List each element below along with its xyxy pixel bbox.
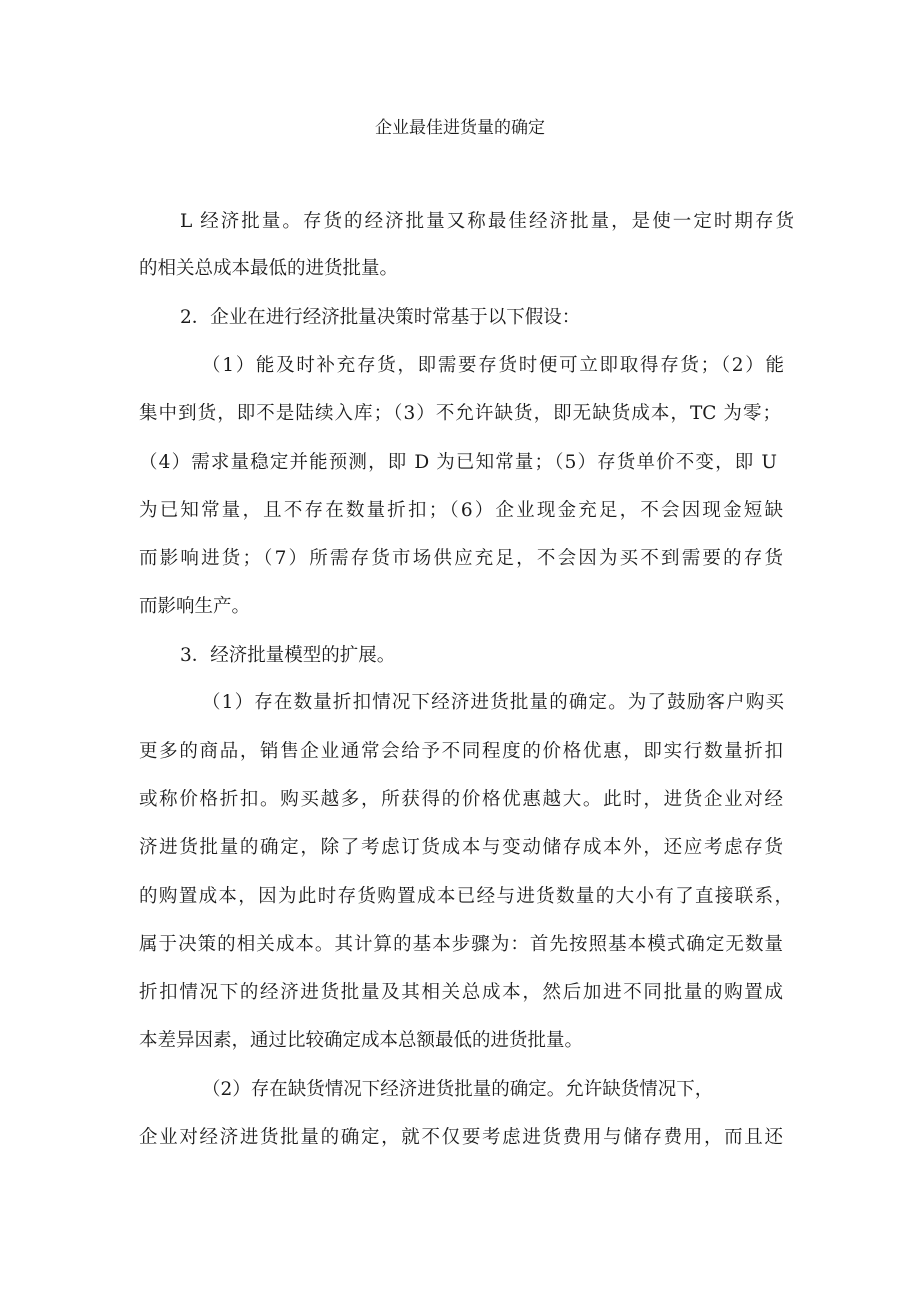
paragraph-line: 为已知常量，且不存在数量折扣；（6）企业现金充足，不会因现金短缺 (139, 500, 783, 521)
paragraph-line: 3．经济批量模型的扩展。 (180, 645, 396, 666)
paragraph-line: （1）能及时补充存货，即需要存货时便可立即取得存货；（2）能 (202, 355, 784, 376)
paragraph-line: 更多的商品，销售企业通常会给予不同程度的价格优惠，即实行数量折扣 (139, 741, 783, 762)
paragraph-line: 折扣情况下的经济进货批量及其相关总成本，然后加进不同批量的购置成 (139, 982, 783, 1003)
paragraph-line: 属于决策的相关成本。其计算的基本步骤为：首先按照基本模式确定无数量 (139, 934, 783, 955)
paragraph-line: 企业对经济进货批量的确定，就不仅要考虑进货费用与储存费用，而且还 (139, 1127, 783, 1148)
document-title: 企业最佳进货量的确定 (375, 118, 545, 138)
paragraph-line: 集中到货，即不是陆续入库；（3）不允许缺货，即无缺货成本，TC 为零； (139, 403, 781, 424)
paragraph-line: （2）存在缺货情况下经济进货批量的确定。允许缺货情况下， (202, 1079, 714, 1100)
paragraph-line: 2．企业在进行经济批量决策时常基于以下假设： (180, 307, 581, 328)
paragraph-line: 而影响进货；（7）所需存货市场供应充足，不会因为买不到需要的存货 (139, 548, 783, 569)
paragraph-line: 的购置成本，因为此时存货购置成本已经与进货数量的大小有了直接联系， (139, 886, 793, 907)
paragraph-line: （1）存在数量折扣情况下经济进货批量的确定。为了鼓励客户购买 (202, 692, 784, 713)
paragraph-line: L 经济批量。存货的经济批量又称最佳经济批量，是使一定时期存货 (180, 211, 794, 232)
paragraph-line: 济进货批量的确定，除了考虑订货成本与变动储存成本外，还应考虑存货 (139, 837, 783, 858)
paragraph-line: 本差异因素，通过比较确定成本总额最低的进货批量。 (139, 1030, 584, 1051)
paragraph-line: 或称价格折扣。购买越多，所获得的价格优惠越大。此时，进货企业对经 (139, 789, 783, 810)
paragraph-line: 的相关总成本最低的进货批量。 (139, 258, 399, 279)
paragraph-line: （4）需求量稳定并能预测，即 D 为已知常量；（5）存货单价不变，即 U (139, 452, 777, 473)
paragraph-line: 而影响生产。 (139, 596, 251, 617)
